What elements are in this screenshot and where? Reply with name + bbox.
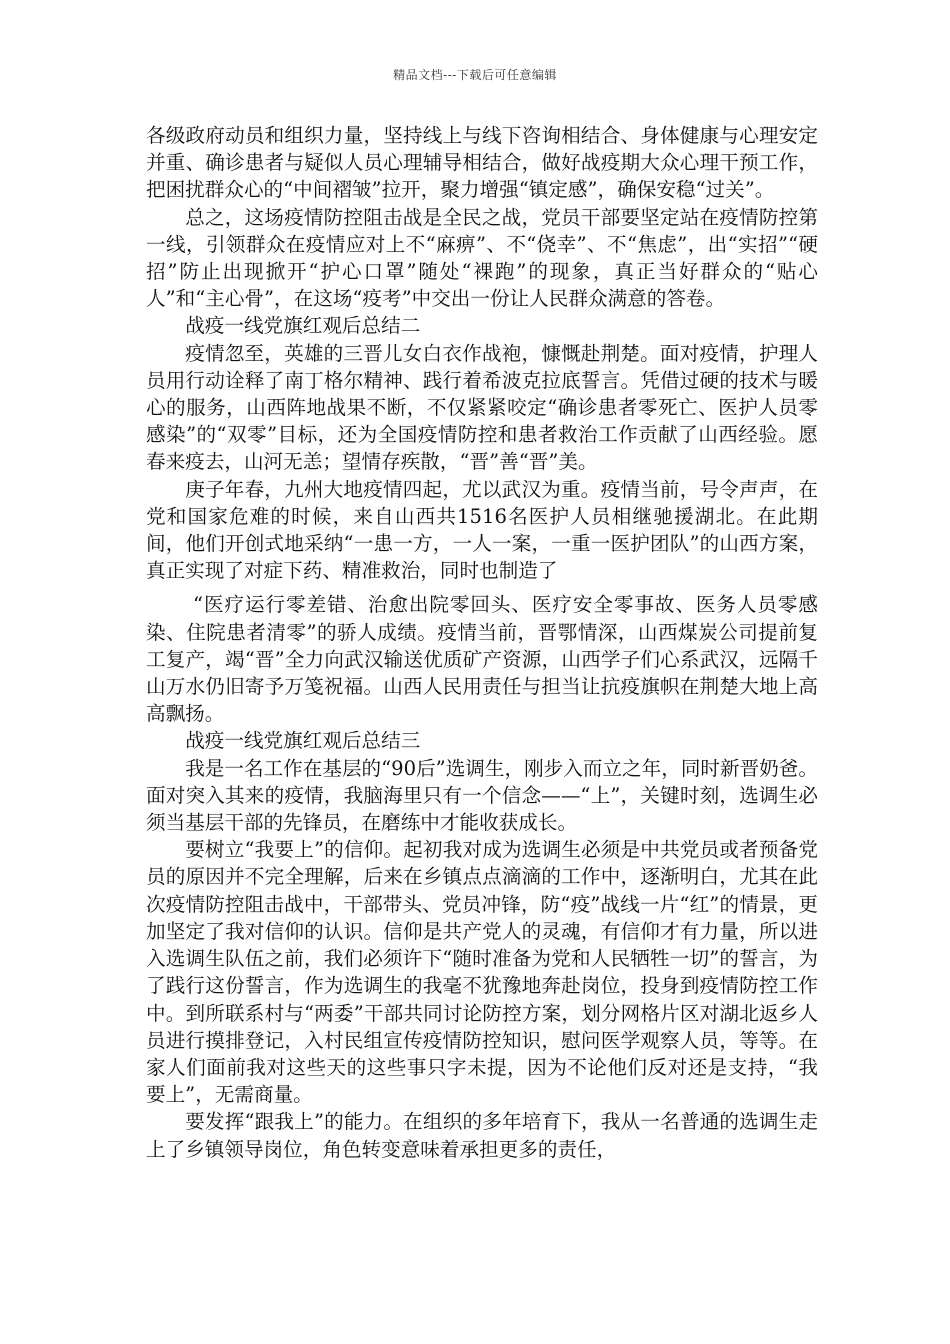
section-heading-2: 战疫一线党旗红观后总结二 [185,314,421,338]
paragraph-7: 要树立“我要上”的信仰。起初我对成为选调生必须是中共党员或者预备党员的原因并不完全理解，后来在乡镇点点滴滴的工作中，逐渐明白，尤其在此次疫情防控阻击战中，干部带头、党员冲锋，防“疫”战线一片“红”的情景，更加坚定了我对信仰的认识。信仰是共产党人的灵魂，有信仰才有力量，所以进入选调生队伍之前，我们必须许下“随时准备为党和人民牺牲一切”的誓言，为了践行这份誓言，作为选调生的我毫不犹豫地奔赴岗位，投身到疫情防控工作中。到所联系村与“两委”干部共同讨论防控方案，划分网格片区对湖北返乡人员进行摸排登记，入村民组宣传疫情防控知识，慰问医学观察人员，等等。在家人们面前我对这些天的这些事只字未提，因为不论他们反对还是支持，“我要上”，无需商量。 [146,838,818,1107]
paragraph-6: 我是一名工作在基层的“90后”选调生，刚步入而立之年，同时新晋奶爸。面对突入其来的疫情，我脑海里只有一个信念——“上”，关键时刻，选调生必须当基层干部的先锋员，在磨练中才能收获成长。 [146,756,818,835]
paragraph-2: 总之，这场疫情防控阻击战是全民之战，党员干部要坚定站在疫情防控第一线，引领群众在疫情应对上不“麻痹”、不“侥幸”、不“焦虑”，出“实招”“硬招”防止出现掀开“护心口罩”随处“裸跑”的现象，真正当好群众的“贴心人”和“主心骨”，在这场“疫考”中交出一份让人民群众满意的答卷。 [146,205,818,311]
paragraph-8: 要发挥“跟我上”的能力。在组织的多年培育下，我从一名普通的选调生走上了乡镇领导岗位，角色转变意味着承担更多的责任， [146,1110,818,1161]
section-heading-3: 战疫一线党旗红观后总结三 [185,729,421,753]
paragraph-4: 庚子年春，九州大地疫情四起，尤以武汉为重。疫情当前，号令声声，在党和国家危难的时候，来自山西共1516名医护人员相继驰援湖北。在此期间，他们开创式地采纳“一患一方，一人一案，一重一医护团队”的山西方案，真正实现了对症下药、精准救治，同时也制造了 [146,477,818,583]
paragraph-3: 疫情忽至，英雄的三晋儿女白衣作战袍，慷慨赴荆楚。面对疫情，护理人员用行动诠释了南丁格尔精神、践行着希波克拉底誓言。凭借过硬的技术与暖心的服务，山西阵地战果不断，不仅紧紧咬定“确诊患者零死亡、医护人员零感染”的“双零”目标，还为全国疫情防控和患者救治工作贡献了山西经验。愿春来疫去，山河无恙；望情存疾散，“晋”善“晋”美。 [146,341,818,474]
page-header: 精品文档---下载后可任意编辑 [393,68,557,82]
document-body [146,122,818,1163]
paragraph-1: 各级政府动员和组织力量，坚持线上与线下咨询相结合、身体健康与心理安定并重、确诊患者与疑似人员心理辅导相结合，做好战疫期大众心理干预工作，把困扰群众心的“中间褶皱”拉开，聚力增强“镇定感”，确保安稳“过关”。 [146,124,818,202]
paragraph-5: “医疗运行零差错、治愈出院零回头、医疗安全零事故、医务人员零感染、住院患者清零”的骄人成绩。疫情当前，晋鄂情深，山西煤炭公司提前复工复产，竭“晋”全力向武汉输送优质矿产资源，山西学子们心系武汉，远隔千山万水仍旧寄予万笺祝福。山西人民用责任与担当让抗疫旗帜在荆楚大地上高高飘扬。 [146,593,818,726]
